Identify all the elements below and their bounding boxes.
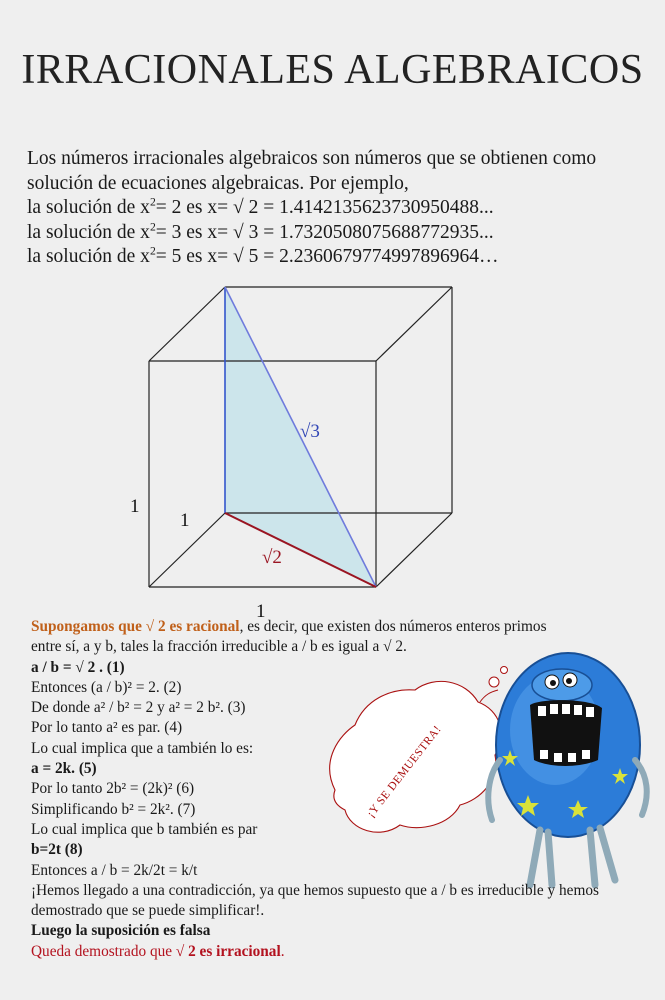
cube-edge — [149, 287, 225, 361]
page-title: IRRACIONALES ALGEBRAICOS — [21, 47, 644, 93]
intro-paragraph — [27, 147, 657, 270]
intro-equation-3: la solución de $x^2= 5$ es x= √ 5 = 2.2360679774997896964… — [27, 244, 499, 267]
cube-edge — [376, 513, 452, 587]
intro-line-1: Los números irracionales algebraicos son números que se obtienen como — [27, 148, 597, 169]
proof-line-3: a / b = √ 2 . (1) — [31, 658, 125, 676]
intro-equation-2: la solución de $x^2= 3$ es x= √ 3 = 1.7320508075688772935... — [27, 220, 494, 243]
proof-line-7: Lo cual implica que a también lo es: — [31, 739, 254, 757]
proof-conclusion: Queda demostrado que √ 2 es irracional. — [31, 942, 285, 960]
intro-line-2: solución de ecuaciones algebraicas. Por ejemplo, — [27, 172, 409, 194]
intro-equation-1: la solución de $x^2= 2$ es x= √ 2 = 1.4142135623730950488... — [27, 195, 494, 218]
proof-line-8: a = 2k. (5) — [31, 760, 97, 778]
proof-line-4: Entonces (a / b)² = 2. (2) — [31, 678, 182, 696]
proof-line-13: Entonces a / b = 2k/2t = k/t — [31, 861, 198, 879]
bubble-text: ¡Y SE DEMUESTRA! — [364, 723, 444, 820]
label-depth: 1 — [180, 510, 190, 531]
proof-line-12: b=2t (8) — [31, 841, 83, 859]
label-width: 1 — [256, 601, 266, 622]
label-sqrt2: √2 — [262, 547, 282, 568]
proof-line-2: entre sí, a y b, tales la fracción irreducible a / b es igual a √ 2. — [31, 638, 407, 656]
proof-line-10: Simplificando b² = 2k². (7) — [31, 800, 196, 818]
proof-line-15: Luego la suposición es falsa — [31, 922, 211, 940]
label-sqrt3: √3 — [300, 421, 320, 442]
proof-line-14: ¡Hemos llegado a una contradicción, ya que hemos supuesto que a / b es irreducible y hemos demostrado que se puede simplificar!. — [31, 881, 599, 920]
proof-line-5: De donde a² / b² = 2 y a² = 2 b². (3) — [31, 699, 246, 717]
proof-line-1: Supongamos que √ 2 es racional, es decir, que existen dos números enteros primos — [31, 618, 547, 635]
proof-line-9: Por lo tanto 2b² = (2k)² (6) — [31, 780, 195, 798]
proof-line-6: Por lo tanto a² es par. (4) — [31, 719, 183, 737]
cube-edge — [376, 287, 452, 361]
label-height: 1 — [130, 496, 140, 517]
proof-section — [31, 617, 651, 962]
cube-diagram — [0, 275, 665, 625]
proof-line-11: Lo cual implica que b también es par — [31, 820, 258, 838]
